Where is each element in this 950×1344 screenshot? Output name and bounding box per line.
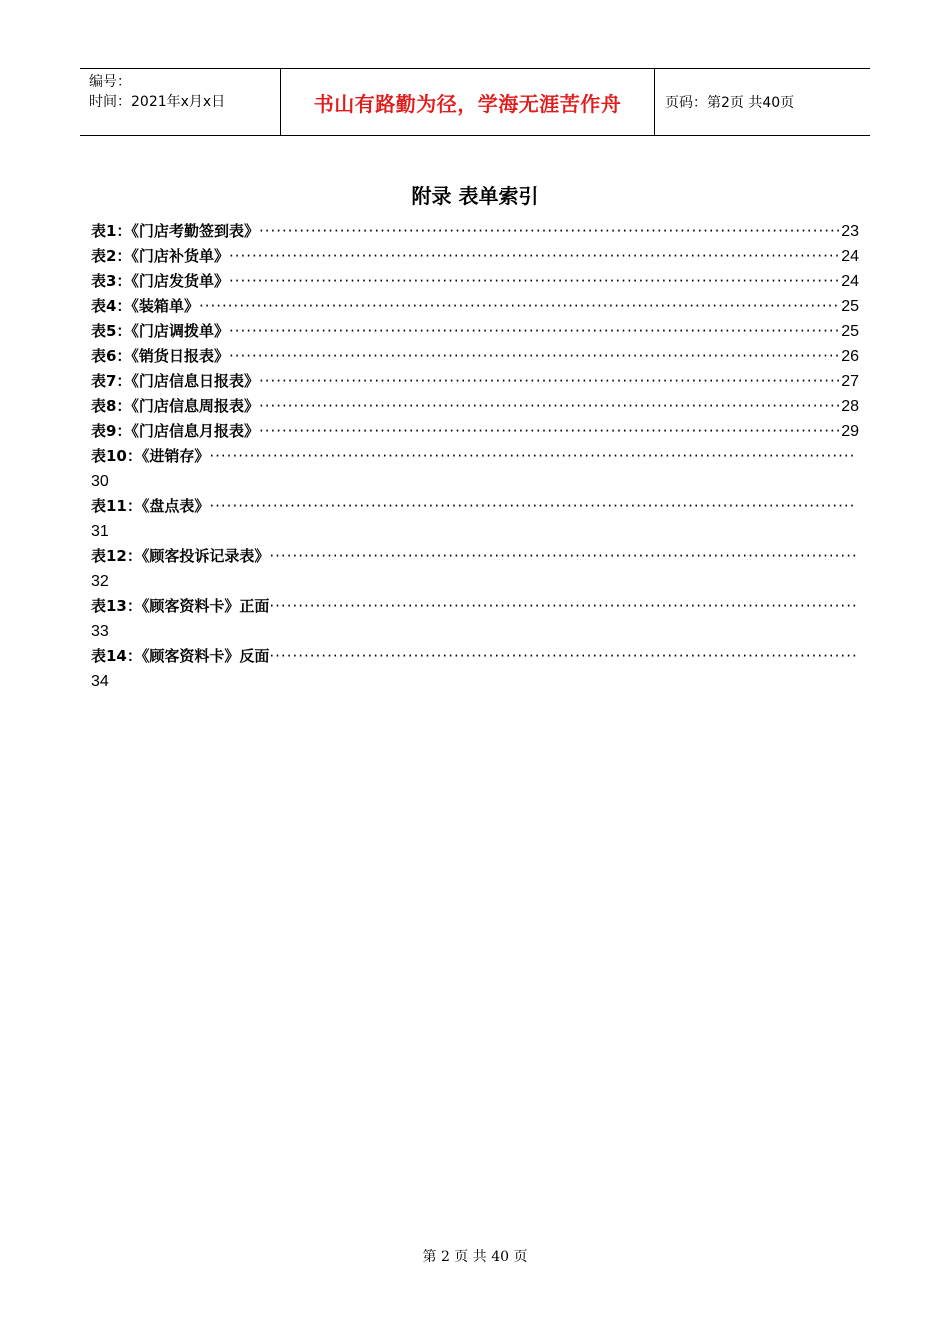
toc-entry[interactable]: [91, 219, 859, 244]
toc-leader-dots: [229, 269, 841, 294]
toc-entry-page: 24: [841, 273, 859, 290]
toc-leader-dots: [199, 294, 841, 319]
toc-entry-page: 23: [841, 223, 859, 240]
toc-entry-page: 24: [841, 248, 859, 265]
toc-entry-label: 表4：《装箱单》: [91, 297, 199, 315]
toc-entry-label: 表1：《门店考勤签到表》: [91, 222, 259, 240]
toc-entry[interactable]: [91, 344, 859, 369]
toc-entry-label: 表3：《门店发货单》: [91, 272, 229, 290]
header-page-info: 页码：第2页 共40页: [665, 95, 795, 111]
toc-leader-dots: [209, 444, 857, 469]
document-date-label: 时间：2021年x月x日: [89, 94, 226, 110]
toc-entry-page: 25: [841, 323, 859, 340]
toc-entry-page: 28: [841, 398, 859, 415]
header-meta: [80, 69, 281, 135]
page-footer: 第 2 页 共 40 页: [422, 1249, 528, 1265]
toc-entry[interactable]: [91, 294, 859, 319]
toc-entry[interactable]: [91, 444, 857, 469]
toc-entry-label: 表2：《门店补货单》: [91, 247, 229, 265]
toc-entry[interactable]: [91, 644, 857, 669]
toc-entry-page: 32: [91, 573, 109, 590]
toc-entry[interactable]: [91, 494, 857, 519]
toc-entry[interactable]: [91, 319, 859, 344]
toc-entry[interactable]: [91, 244, 859, 269]
toc-entry-label: 表9：《门店信息月报表》: [91, 422, 259, 440]
toc-entry[interactable]: [91, 544, 857, 569]
toc-entry-page: 30: [91, 473, 109, 490]
toc-entry-page: 25: [841, 298, 859, 315]
toc-entry[interactable]: [91, 369, 859, 394]
toc-leader-dots: [259, 219, 841, 244]
toc-leader-dots: [259, 394, 841, 419]
toc-entry-label: 表13：《顾客资料卡》正面: [91, 597, 270, 615]
toc-entry-page: 29: [841, 423, 859, 440]
toc-entry-page: 26: [841, 348, 859, 365]
toc-entry-label: 表11：《盘点表》: [91, 497, 210, 515]
toc-entry-label: 表10：《进销存》: [91, 447, 210, 465]
toc-entry-label: 表6：《销货日报表》: [91, 347, 229, 365]
toc-entry[interactable]: [91, 394, 859, 419]
toc-leader-dots: [229, 319, 841, 344]
toc-leader-dots: [269, 644, 857, 669]
toc-entry[interactable]: [91, 419, 859, 444]
toc-entry-label: 表14：《顾客资料卡》反面: [91, 647, 270, 665]
toc-leader-dots: [209, 494, 857, 519]
header-motto: 书山有路勤为径，学海无涯苦作舟: [313, 91, 622, 116]
toc-entry-label: 表7：《门店信息日报表》: [91, 372, 259, 390]
header-page-cell: [655, 69, 870, 135]
toc-leader-dots: [229, 344, 841, 369]
table-of-contents: [91, 219, 859, 694]
toc-entry-page: 34: [91, 673, 109, 690]
toc-leader-dots: [269, 544, 857, 569]
toc-entry-page: 33: [91, 623, 109, 640]
toc-entry-page: 31: [91, 523, 109, 540]
toc-leader-dots: [259, 419, 841, 444]
document-number-label: 编号：: [89, 74, 131, 90]
toc-entry[interactable]: [91, 269, 859, 294]
toc-leader-dots: [269, 594, 857, 619]
toc-entry-label: 表5：《门店调拨单》: [91, 322, 229, 340]
toc-entry-label: 表12：《顾客投诉记录表》: [91, 547, 270, 565]
page-title: 附录 表单索引: [411, 184, 539, 208]
toc-entry-page: 27: [841, 373, 859, 390]
toc-entry-label: 表8：《门店信息周报表》: [91, 397, 259, 415]
toc-entry[interactable]: [91, 594, 857, 619]
toc-leader-dots: [229, 244, 841, 269]
header-motto-cell: [281, 69, 655, 135]
toc-leader-dots: [259, 369, 841, 394]
page-header: [80, 68, 870, 136]
